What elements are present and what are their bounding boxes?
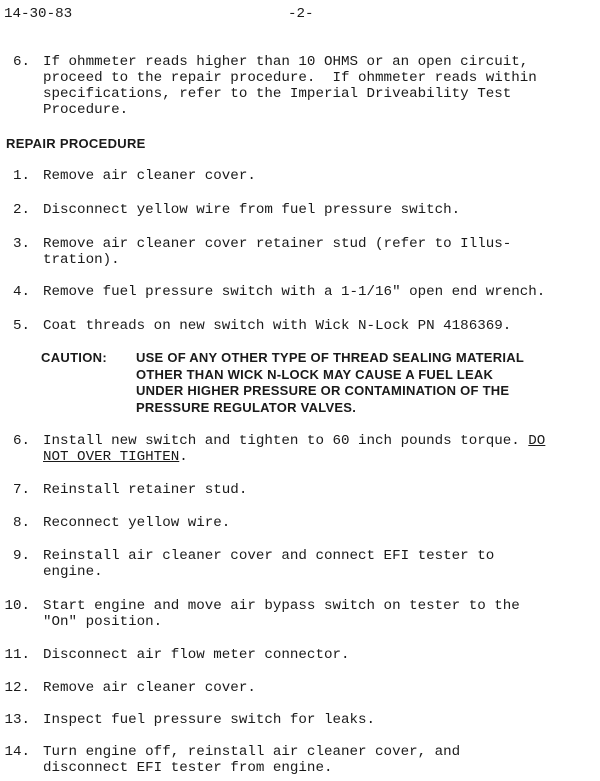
step-text: Disconnect air flow meter connector. <box>43 647 350 663</box>
warning-underline: DO <box>528 433 546 449</box>
warning-underline: NOT OVER TIGHTEN <box>43 449 180 465</box>
pre-item-6-line: Procedure. <box>43 102 129 118</box>
step-number: 10. <box>4 598 30 614</box>
step-number: 7. <box>12 482 30 498</box>
section-heading: REPAIR PROCEDURE <box>6 136 146 151</box>
step-text: Turn engine off, reinstall air cleaner cover, and <box>43 744 461 760</box>
step-number: 5. <box>12 318 30 334</box>
caution-line: PRESSURE REGULATOR VALVES. <box>136 399 357 415</box>
step-text: Reinstall air cleaner cover and connect EFI tester to <box>43 548 495 564</box>
step-text <box>43 433 545 449</box>
pre-item-6-line: If ohmmeter reads higher than 10 OHMS or an open circuit, <box>43 54 529 70</box>
step-text: Remove air cleaner cover. <box>43 680 256 696</box>
step-text: "On" position. <box>43 614 163 630</box>
step-text: Disconnect yellow wire from fuel pressure switch. <box>43 202 461 218</box>
step-number: 13. <box>4 712 30 728</box>
step-text: disconnect EFI tester from engine. <box>43 760 333 776</box>
step-text <box>43 449 188 465</box>
step-number: 12. <box>4 680 30 696</box>
caution-text <box>136 350 524 416</box>
caution-line: USE OF ANY OTHER TYPE OF THREAD SEALING MATERIAL <box>136 350 525 365</box>
step-text-plain: . <box>179 449 188 465</box>
step-number: 14. <box>4 744 30 760</box>
step-number: 8. <box>12 515 30 531</box>
step-text: Inspect fuel pressure switch for leaks. <box>43 712 376 728</box>
step-text: Remove air cleaner cover retainer stud (refer to Illus- <box>43 236 512 252</box>
step-number: 6. <box>12 433 30 449</box>
step-number: 1. <box>12 168 30 184</box>
caution-line: UNDER HIGHER PRESSURE OR CONTAMINATION OF THE <box>136 383 510 398</box>
step-number: 2. <box>12 202 30 218</box>
step-number: 9. <box>12 548 30 564</box>
step-text: engine. <box>43 564 103 580</box>
step-text: Reconnect yellow wire. <box>43 515 231 531</box>
step-text-plain: Install new switch and tighten to 60 inch pounds torque. <box>43 433 529 449</box>
step-text: Remove fuel pressure switch with a 1-1/16" open end wrench. <box>43 284 546 300</box>
caution-label: CAUTION: <box>41 350 107 365</box>
step-number: 3. <box>12 236 30 252</box>
step-text: Remove air cleaner cover. <box>43 168 256 184</box>
step-text: Start engine and move air bypass switch on tester to the <box>43 598 520 614</box>
page-number: -2- <box>288 6 314 22</box>
step-text: Coat threads on new switch with Wick N-Lock PN 4186369. <box>43 318 512 334</box>
step-text: Reinstall retainer stud. <box>43 482 248 498</box>
step-number: 11. <box>4 647 30 663</box>
step-text: tration). <box>43 252 120 268</box>
document-code: 14-30-83 <box>4 6 73 22</box>
pre-item-6-number: 6. <box>12 54 30 70</box>
step-number: 4. <box>12 284 30 300</box>
pre-item-6-line: specifications, refer to the Imperial Driveability Test <box>43 86 512 102</box>
pre-item-6-line: proceed to the repair procedure. If ohmmeter reads within <box>43 70 537 86</box>
caution-line: OTHER THAN WICK N-LOCK MAY CAUSE A FUEL LEAK <box>136 366 494 382</box>
